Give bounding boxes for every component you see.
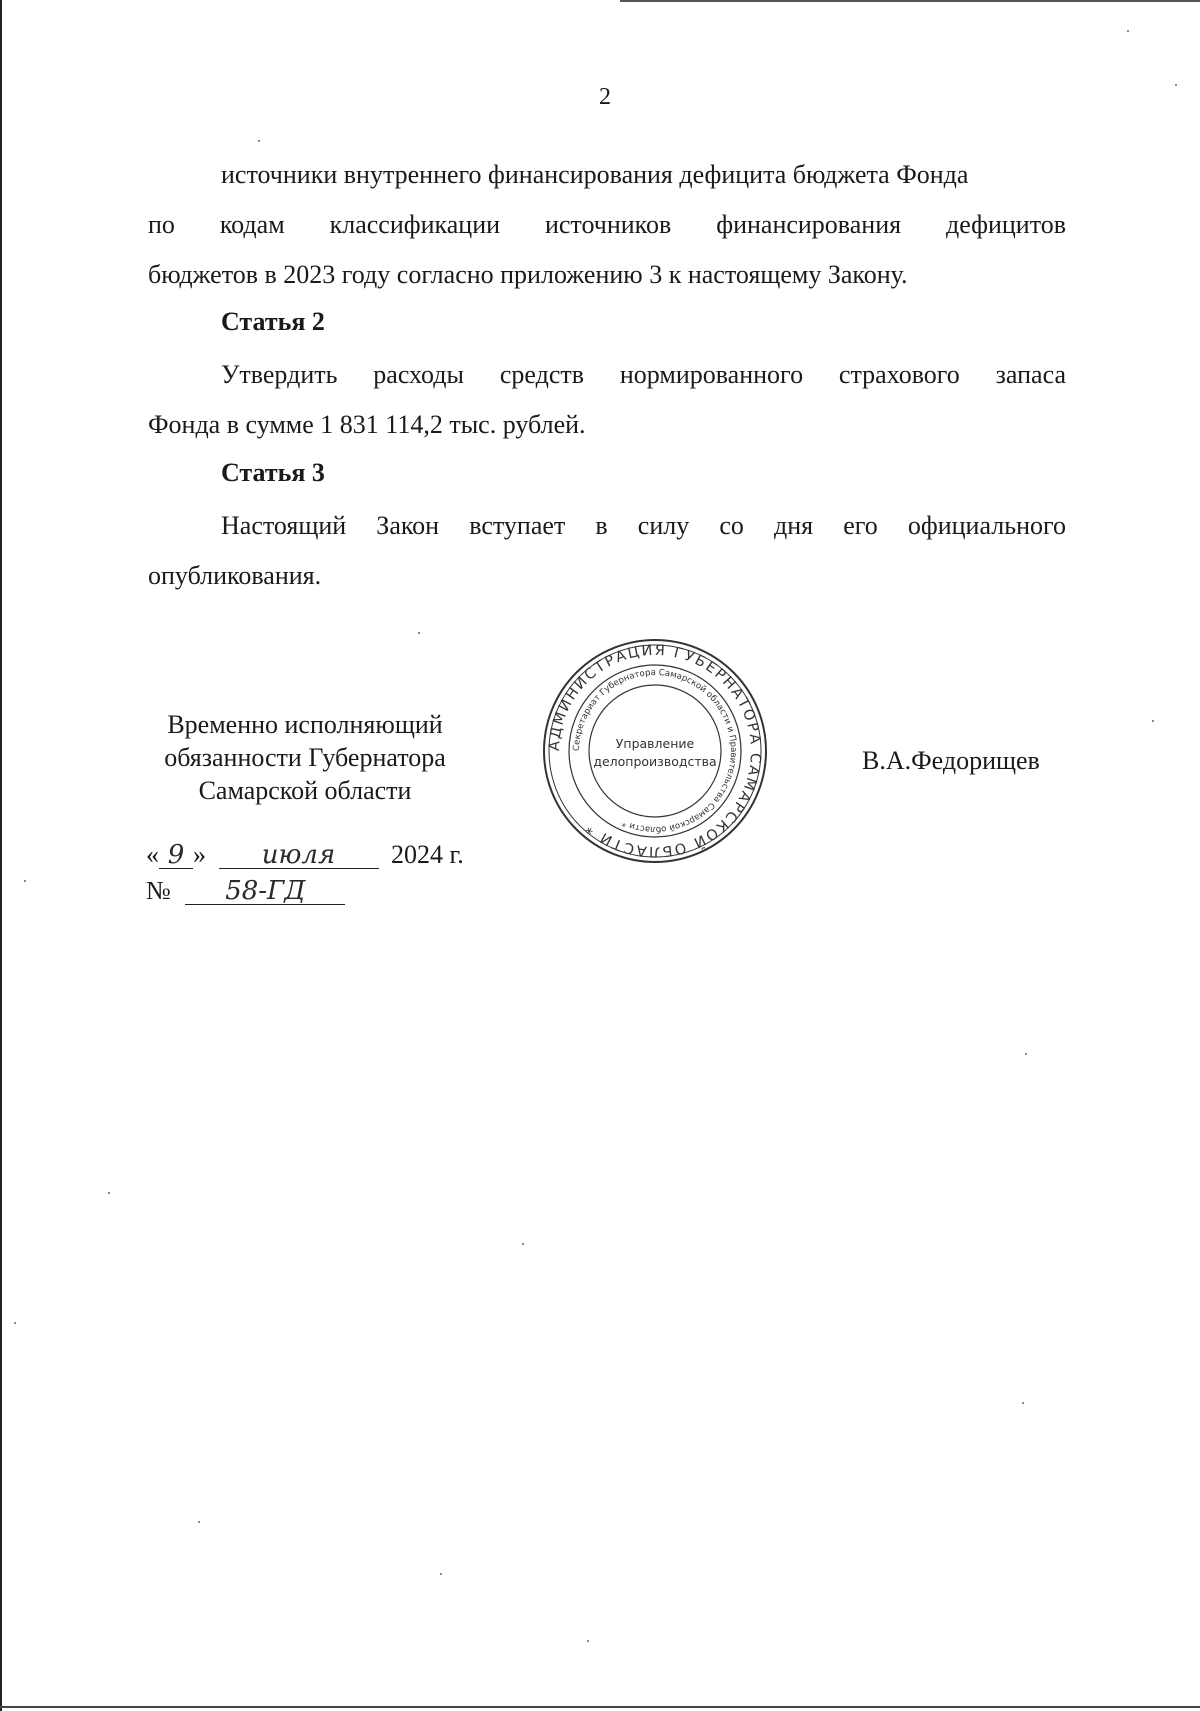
signer-position-line-1: Временно исполняющий [167,710,443,739]
article-2-heading: Статья 2 [221,307,325,336]
intro-line-1: источники внутреннего финансирования дефицита бюджета Фонда [221,160,969,189]
scan-speck [1022,1402,1024,1404]
date-day: 9 [159,842,193,869]
article-3-line-1: Настоящий Закон вступает в силу со дня его официального [221,511,1066,540]
scan-speck [440,1573,442,1575]
date-year: 2024 г. [391,840,464,869]
article-3-paragraph [148,501,1066,601]
scan-speck [522,1243,524,1245]
number-value: 58-ГД [185,878,345,905]
scan-speck [24,880,26,882]
scan-speck [198,1521,200,1523]
official-seal [540,636,770,866]
signer-position [140,708,470,807]
date-close-quote: » [193,840,206,869]
signer-name: В.А.Федорищев [862,746,1040,775]
date-line [146,840,464,870]
scan-speck [1127,30,1129,32]
seal-inner-ring [589,685,721,817]
date-open-quote: « [146,840,159,869]
seal-inner-text: Секретариат Губернатора Самарской области и Правительства Самарской области * [571,667,739,835]
scan-edge-left [0,0,2,1711]
seal-center-line-1: Управление [615,736,695,751]
article-2-line-2: Фонда в сумме 1 831 114,2 тыс. рублей. [148,410,586,439]
signer-position-line-3: Самарской области [198,776,412,805]
date-month: июля [219,842,379,869]
scan-speck [258,140,260,142]
scan-speck [587,1640,589,1642]
article-3-line-2: опубликования. [148,561,322,590]
number-line [146,876,345,906]
scan-speck [14,1322,16,1324]
scan-edge-top [620,0,1200,2]
seal-center-line-2: делопроизводства [593,754,717,769]
intro-paragraph [148,150,1066,300]
scan-speck [108,1192,110,1194]
intro-line-2: по кодам классификации источников финансирования дефицитов [148,210,1066,239]
scan-speck [1152,720,1154,722]
article-3-heading: Статья 3 [221,458,325,487]
scan-speck [1175,84,1177,86]
scan-edge-bottom [0,1706,1200,1708]
number-prefix: № [146,876,171,905]
article-2-paragraph [148,350,1066,450]
page-number: 2 [599,84,611,110]
intro-line-3: бюджетов в 2023 году согласно приложению 3 к настоящему Закону. [148,260,908,289]
scan-speck [418,632,420,634]
signer-position-line-2: обязанности Губернатора [164,743,446,772]
article-2-line-1: Утвердить расходы средств нормированного страхового запаса [221,360,1066,389]
seal-middle-ring [569,665,741,837]
scan-speck [1025,1053,1027,1055]
seal-outer-text: АДМИНИСТРАЦИЯ ГУБЕРНАТОРА САМАРСКОЙ ОБЛАСТИ * [546,642,764,860]
